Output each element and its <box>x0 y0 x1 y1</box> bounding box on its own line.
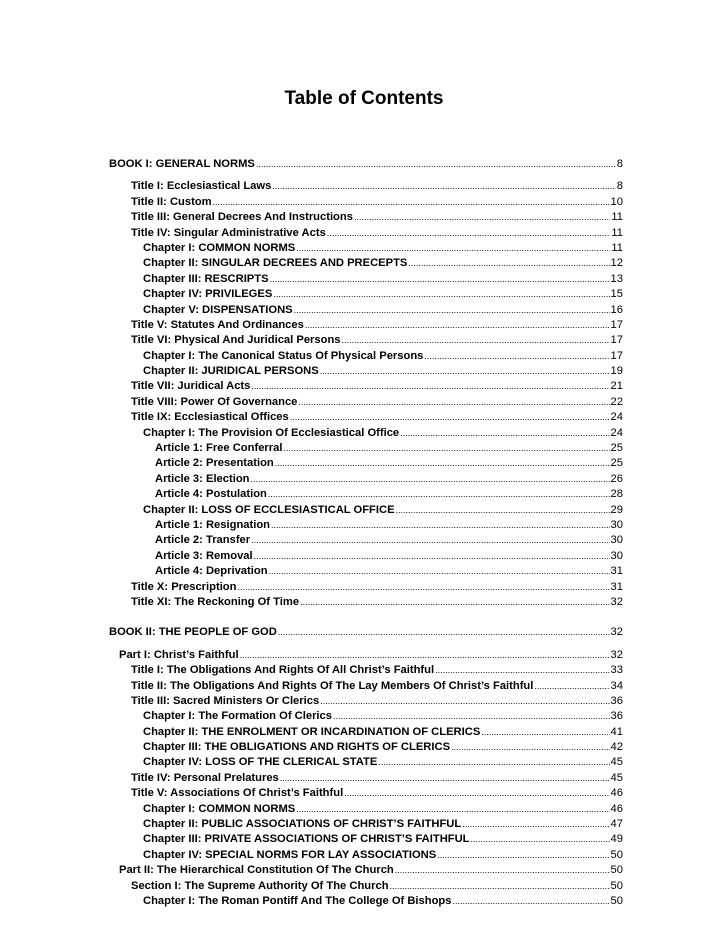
dot-leader <box>275 456 610 471</box>
toc-entry-page-number: 30 <box>610 518 623 531</box>
dot-leader <box>298 395 609 410</box>
page-title: Table of Contents <box>284 88 444 109</box>
toc-entry[interactable] <box>143 802 623 817</box>
toc-entry[interactable] <box>143 832 623 847</box>
toc-entry-page-number: 28 <box>610 488 623 501</box>
dot-leader <box>320 694 609 709</box>
toc-entry-page-number: 26 <box>610 472 623 485</box>
toc-entry-page-number: 31 <box>610 580 623 593</box>
toc-entry[interactable] <box>131 333 623 348</box>
dot-leader <box>344 786 609 801</box>
section-spacer <box>0 610 728 625</box>
dot-leader <box>290 410 610 425</box>
dot-leader <box>333 709 610 724</box>
toc-entry-page-number: 10 <box>610 195 623 208</box>
toc-entry[interactable] <box>143 894 623 909</box>
toc-entry[interactable] <box>131 210 623 225</box>
toc-entry[interactable] <box>131 379 623 394</box>
toc-entry-title: Chapter I: COMMON NORMS <box>143 802 296 815</box>
dot-leader <box>396 503 610 518</box>
dot-leader <box>254 549 610 564</box>
toc-entry-title: Chapter III: RESCRIPTS <box>143 272 269 285</box>
dot-leader <box>395 863 610 878</box>
dot-leader <box>354 210 610 225</box>
toc-entry-title: Chapter I: The Canonical Status Of Physical Persons <box>143 349 424 362</box>
toc-entry[interactable] <box>131 580 623 595</box>
toc-entry-title: Chapter I: COMMON NORMS <box>143 241 296 254</box>
toc-entry-page-number: 24 <box>610 411 623 424</box>
toc-entry[interactable] <box>131 410 623 425</box>
toc-entry[interactable] <box>143 364 623 379</box>
toc-entry-page-number: 24 <box>610 426 623 439</box>
toc-entry[interactable] <box>131 694 623 709</box>
toc-entry-title: Chapter II: SINGULAR DECREES AND PRECEPTS <box>143 257 408 270</box>
toc-entry-title: Chapter I: The Roman Pontiff And The College Of Bishops <box>143 894 452 907</box>
toc-entry-page-number: 16 <box>610 303 623 316</box>
dot-leader <box>273 287 609 302</box>
toc-entry-title: Chapter IV: PRIVILEGES <box>143 288 273 301</box>
toc-entry[interactable] <box>155 518 623 533</box>
toc-entry-page-number: 34 <box>610 679 623 692</box>
toc-entry[interactable] <box>143 503 623 518</box>
dot-leader <box>296 241 610 256</box>
toc-entry[interactable] <box>131 879 623 894</box>
toc-entry[interactable] <box>131 226 623 241</box>
toc-entry-title: Article 4: Postulation <box>155 488 267 501</box>
toc-entry-title: Title IV: Personal Prelatures <box>131 771 279 784</box>
toc-entry-page-number: 46 <box>610 802 623 815</box>
toc-entry[interactable] <box>143 755 623 770</box>
toc-entry-page-number: 36 <box>610 694 623 707</box>
toc-entry-page-number: 32 <box>610 648 623 661</box>
dot-leader <box>251 379 609 394</box>
toc-entry[interactable] <box>131 679 623 694</box>
toc-entry-page-number: 25 <box>610 442 623 455</box>
toc-entry-title: Part I: Christ’s Faithful <box>119 648 239 661</box>
dot-leader <box>270 272 610 287</box>
dot-leader <box>268 487 610 502</box>
toc-entry-title: Chapter II: THE ENROLMENT OR INCARDINATION OF CLERICS <box>143 725 481 738</box>
toc-entry-title: Chapter III: THE OBLIGATIONS AND RIGHTS OF CLERICS <box>143 741 451 754</box>
toc-entry-page-number: 11 <box>611 241 623 254</box>
toc-entry-page-number: 17 <box>610 318 623 331</box>
dot-leader <box>481 725 609 740</box>
toc-entry-title: Section I: The Supreme Authority Of The Church <box>131 879 389 892</box>
toc-entry-title: Chapter IV: SPECIAL NORMS FOR LAY ASSOCIATIONS <box>143 848 437 861</box>
toc-entry-page-number: 47 <box>610 818 623 831</box>
dot-leader <box>534 679 609 694</box>
toc-entry-page-number: 29 <box>610 503 623 516</box>
toc-entry[interactable] <box>143 426 623 441</box>
toc-entry-title: Title II: The Obligations And Rights Of The Lay Members Of Christ’s Faithful <box>131 679 534 692</box>
section-spacer <box>0 172 728 179</box>
toc-entry-title: Article 4: Deprivation <box>155 565 268 578</box>
toc-entry[interactable] <box>155 564 623 579</box>
toc-entry-page-number: 8 <box>616 180 623 193</box>
toc-entry-page-number: 11 <box>611 226 623 239</box>
dot-leader <box>251 533 609 548</box>
toc-entry[interactable] <box>119 863 623 878</box>
toc-entry-page-number: 45 <box>610 756 623 769</box>
toc-entry-page-number: 50 <box>610 894 623 907</box>
toc-entry-title: Title V: Statutes And Ordinances <box>131 318 304 331</box>
toc-entry[interactable] <box>143 740 623 755</box>
dot-leader <box>283 441 609 456</box>
dot-leader <box>424 349 609 364</box>
toc-entry-page-number: 42 <box>610 741 623 754</box>
toc-entry[interactable] <box>155 533 623 548</box>
dot-leader <box>251 472 610 487</box>
toc-entry-title: Title VIII: Power Of Governance <box>131 395 298 408</box>
toc-entry-title: Chapter II: LOSS OF ECCLESIASTICAL OFFICE <box>143 503 395 516</box>
toc-entry-page-number: 45 <box>610 771 623 784</box>
toc-entry-title: Chapter V: DISPENSATIONS <box>143 303 293 316</box>
toc-entry[interactable] <box>131 595 623 610</box>
dot-leader <box>305 318 610 333</box>
toc-entry[interactable] <box>109 157 623 172</box>
toc-entry[interactable] <box>131 771 623 786</box>
toc-entry[interactable] <box>131 179 623 194</box>
toc-entry[interactable] <box>143 272 623 287</box>
toc-entry-title: Article 1: Resignation <box>155 518 271 531</box>
toc-entry[interactable] <box>131 663 623 678</box>
dot-leader <box>294 303 610 318</box>
toc-entry-title: Title I: The Obligations And Rights Of All Christ’s Faithful <box>131 664 435 677</box>
dot-leader <box>320 364 610 379</box>
toc-entry-page-number: 50 <box>610 848 623 861</box>
dot-leader <box>400 426 609 441</box>
dot-leader <box>471 832 610 847</box>
dot-leader <box>300 595 609 610</box>
toc-entry-title: BOOK I: GENERAL NORMS <box>109 158 255 170</box>
toc-entry-page-number: 25 <box>610 457 623 470</box>
toc-entry[interactable] <box>155 549 623 564</box>
toc-entry[interactable] <box>143 848 623 863</box>
section-spacer <box>0 641 728 648</box>
toc-entry-page-number: 11 <box>611 211 623 224</box>
dot-leader <box>378 755 609 770</box>
toc-entry-title: Chapter II: JURIDICAL PERSONS <box>143 365 319 378</box>
toc-entry[interactable] <box>131 395 623 410</box>
toc-entry-title: Chapter I: The Formation Of Clerics <box>143 710 332 723</box>
dot-leader <box>451 740 610 755</box>
toc-entry-title: Article 3: Removal <box>155 549 253 562</box>
toc-entry-title: Title IV: Singular Administrative Acts <box>131 226 326 239</box>
toc-entry[interactable] <box>143 256 623 271</box>
toc-entry-page-number: 19 <box>610 365 623 378</box>
toc-entry[interactable] <box>155 472 623 487</box>
toc-entry[interactable] <box>143 287 623 302</box>
toc-entry[interactable] <box>143 303 623 318</box>
toc-entry-title: Title X: Prescription <box>131 580 237 593</box>
dot-leader <box>280 771 610 786</box>
toc-entry[interactable] <box>155 456 623 471</box>
toc-entry-title: Title VI: Physical And Juridical Persons <box>131 334 341 347</box>
toc-entry-page-number: 30 <box>610 534 623 547</box>
toc-entry-title: Part II: The Hierarchical Constitution Of The Church <box>119 864 394 877</box>
toc-entry-page-number: 31 <box>610 565 623 578</box>
toc-entry[interactable] <box>131 318 623 333</box>
toc-entry[interactable] <box>131 786 623 801</box>
toc-entry-title: Title I: Ecclesiastical Laws <box>131 180 272 193</box>
toc-entry-page-number: 36 <box>610 710 623 723</box>
dot-leader <box>453 894 610 909</box>
toc-entry-page-number: 17 <box>610 334 623 347</box>
table-of-contents <box>0 157 728 909</box>
toc-entry[interactable] <box>143 349 623 364</box>
toc-entry-page-number: 8 <box>616 158 623 170</box>
toc-entry-title: Chapter IV: LOSS OF THE CLERICAL STATE <box>143 756 378 769</box>
toc-entry[interactable] <box>109 625 623 640</box>
toc-entry-title: Title II: Custom <box>131 195 212 208</box>
dot-leader <box>237 580 609 595</box>
toc-entry-title: BOOK II: THE PEOPLE OF GOD <box>109 626 277 639</box>
dot-leader <box>271 518 610 533</box>
toc-entry[interactable] <box>143 725 623 740</box>
toc-entry-title: Title V: Associations Of Christ’s Faithful <box>131 787 344 800</box>
toc-entry-page-number: 50 <box>610 864 623 877</box>
toc-entry-page-number: 15 <box>610 288 623 301</box>
toc-entry-title: Article 1: Free Conferral <box>155 442 283 455</box>
dot-leader <box>213 195 610 210</box>
dot-leader <box>278 625 610 640</box>
toc-entry-title: Chapter I: The Provision Of Ecclesiastical Office <box>143 426 400 439</box>
toc-entry-title: Title III: Sacred Ministers Or Clerics <box>131 694 320 707</box>
toc-entry-title: Title VII: Juridical Acts <box>131 380 251 393</box>
toc-entry-page-number: 30 <box>610 549 623 562</box>
toc-entry-page-number: 49 <box>610 833 623 846</box>
toc-entry-page-number: 22 <box>610 395 623 408</box>
dot-leader <box>256 157 616 172</box>
dot-leader <box>272 179 615 194</box>
toc-entry-page-number: 32 <box>610 626 623 639</box>
toc-entry[interactable] <box>143 709 623 724</box>
dot-leader <box>437 848 609 863</box>
toc-entry-title: Chapter III: PRIVATE ASSOCIATIONS OF CHRIST’S FAITHFUL <box>143 833 470 846</box>
dot-leader <box>342 333 610 348</box>
dot-leader <box>462 817 609 832</box>
toc-entry-title: Title III: General Decrees And Instructions <box>131 211 353 224</box>
dot-leader <box>240 648 610 663</box>
dot-leader <box>296 802 609 817</box>
toc-entry[interactable] <box>155 487 623 502</box>
toc-entry-title: Article 2: Presentation <box>155 457 274 470</box>
toc-entry-title: Article 3: Election <box>155 472 250 485</box>
dot-leader <box>408 256 609 271</box>
toc-entry-page-number: 46 <box>610 787 623 800</box>
dot-leader <box>269 564 610 579</box>
toc-entry-title: Title IX: Ecclesiastical Offices <box>131 411 289 424</box>
toc-entry-title: Chapter II: PUBLIC ASSOCIATIONS OF CHRIST’S FAITHFUL <box>143 818 462 831</box>
toc-entry[interactable] <box>143 817 623 832</box>
toc-entry-page-number: 32 <box>610 595 623 608</box>
toc-entry[interactable] <box>143 241 623 256</box>
dot-leader <box>390 879 610 894</box>
toc-entry-page-number: 41 <box>610 725 623 738</box>
toc-entry-page-number: 17 <box>610 349 623 362</box>
dot-leader <box>327 226 611 241</box>
toc-entry[interactable] <box>131 195 623 210</box>
toc-entry-page-number: 33 <box>610 664 623 677</box>
toc-entry-page-number: 12 <box>610 257 623 270</box>
toc-entry-page-number: 50 <box>610 879 623 892</box>
toc-entry-title: Article 2: Transfer <box>155 534 251 547</box>
toc-entry-title: Title XI: The Reckoning Of Time <box>131 595 300 608</box>
toc-entry[interactable] <box>155 441 623 456</box>
toc-entry[interactable] <box>119 648 623 663</box>
dot-leader <box>435 663 609 678</box>
toc-entry-page-number: 21 <box>610 380 623 393</box>
toc-entry-page-number: 13 <box>610 272 623 285</box>
